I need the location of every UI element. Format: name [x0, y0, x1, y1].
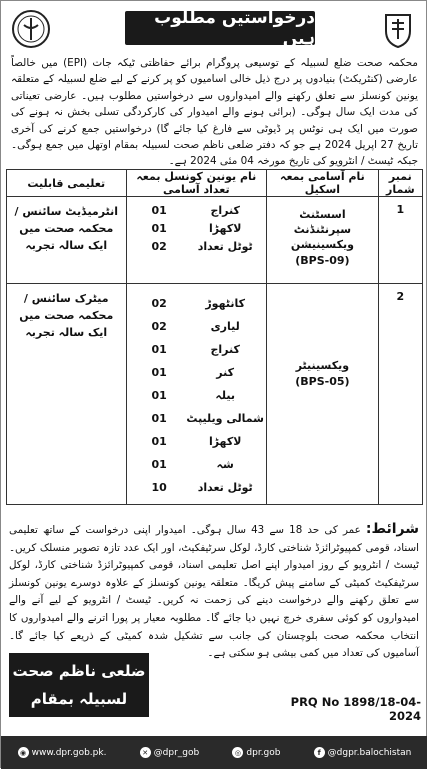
union-council-line — [127, 201, 267, 219]
union-council-line — [127, 476, 267, 499]
post-scale: (BPS-05) — [295, 375, 350, 388]
uc-name: کنر — [216, 366, 235, 379]
globe-icon: ◉ — [18, 747, 29, 758]
twitter-icon: ✕ — [140, 747, 151, 758]
uc-count: 01 — [151, 435, 167, 448]
header-union-council: نام یونین کونسل بمعہ تعداد آسامی — [126, 170, 267, 197]
post-name: ویکسینیٹر — [295, 359, 350, 372]
uc-count: 02 — [151, 320, 167, 333]
uc-name: شمالی ویلیپٹ — [186, 412, 264, 425]
uc-count: 01 — [151, 203, 167, 217]
intro-text: محکمہ صحت ضلع لسبیلہ کے توسیعی پروگرام برائے حفاظتی ٹیکہ جات (EPI) میں خالصاً عارضی (کنٹریکٹ) بنیادوں پر درج ذیل خالی اسامیوں کو پر کرنے کے لیے ضلع لسبیلہ کے متعلقہ یونین کونسلز سے تعلق رکھنے والے امیدواروں سے درخواستیں مطلوب ہیں۔ عارضی تعیناتی کی مدت ایک سال ہوگی۔ (برائی ہونے والے امیدوار کی کارکردگی تسلی بخش نہ ہونے کی صورت میں ایک ہی نوٹس پر ڈیوٹی سے فارغ کیا جائے گا) درخواستیں جمع کرنے کی آخری تاریخ 27 اپریل 2024 ہے جو کہ دفتر ضلعی ناظم صحت لسبیلہ بمقام اوتھل میں جمع ہوگی۔ جبکہ ٹیسٹ / انٹرویو کی تاریخ مورخہ 04 مئی 2024 ہے۔ — [11, 57, 418, 168]
uc-name: کانٹھوڑ — [205, 297, 245, 310]
social-twitter[interactable] — [140, 747, 200, 758]
uc-name: ٹوٹل تعداد — [197, 481, 253, 494]
union-council-cell — [126, 197, 267, 284]
conditions-section — [9, 521, 419, 660]
serial-number: 2 — [378, 284, 422, 505]
social-facebook[interactable] — [314, 747, 412, 758]
health-department-logo-icon — [11, 9, 51, 49]
uc-count: 01 — [151, 366, 167, 379]
social-bar — [1, 736, 427, 769]
union-council-line — [127, 219, 267, 237]
union-council-line — [127, 315, 267, 338]
table-row — [7, 197, 423, 284]
vacancies-table — [6, 169, 423, 505]
conditions-text: عمر کی حد 18 سے 43 سال ہوگی۔ امیدوار اپنی درخواست کے ساتھ تعلیمی اسناد، قومی کمپیوٹرائزڈ شناختی کارڈ، لوکل سرٹیفکیٹ، اور ایک عدد تازہ تصویر منسلک کریں۔ ٹیسٹ / انٹرویو کے روز امیدوار اپنے اصل تعلیمی اسناد، قومی کمپیوٹرائزڈ شناختی کارڈ، لوکل سرٹیفکیٹ کمیٹی کے سامنے پیش کریگا۔ متعلقہ یونین کونسلز کے علاوہ دوسرے یونین کونسلز سے تعلق رکھنے والے درخواست دینے کی زحمت نہ کریں۔ ٹیسٹ / انٹرویو کے لیے آنے والے امیدواروں کو کوئی سفری خرچ نہیں دیا جائے گا۔ مطلوبہ معیار پر پورا اترنے والے امیدواروں کا انتخاب محکمہ صحت بلوچستان کی جانب سے تشکیل شدہ کمیٹی کے ذریعے کیا جائے گا۔ آسامیوں کی تعداد میں کمی بیشی ہو سکتی ہے۔ — [9, 524, 419, 660]
page-title: درخواستیں مطلوب ہیں — [125, 11, 315, 45]
prq-number: PRQ No 1898/18-04-2024 — [290, 695, 421, 723]
union-council-line — [127, 407, 267, 430]
uc-count: 01 — [151, 343, 167, 356]
social-website[interactable] — [18, 747, 107, 758]
uc-count: 01 — [151, 221, 167, 235]
post-scale: (BPS-09) — [295, 254, 350, 267]
conditions-paragraph — [9, 521, 419, 663]
issuing-office-box — [9, 653, 149, 736]
serial-number: 1 — [378, 197, 422, 284]
union-council-line — [127, 292, 267, 315]
table-header-row — [7, 170, 423, 197]
union-council-line — [127, 430, 267, 453]
uc-name: شہ — [216, 458, 234, 471]
social-twitter-text: @dpr_gob — [153, 747, 200, 758]
uc-count: 01 — [151, 389, 167, 402]
uc-count: 10 — [151, 481, 167, 494]
uc-name: لاکھڑا — [208, 221, 242, 235]
conditions-heading: شرائط: — [365, 521, 419, 537]
uc-name: کنراج — [210, 343, 240, 356]
qualification-cell: میٹرک سائنس / محکمہ صحت میں ایک سالہ تجربہ — [7, 284, 127, 505]
uc-name: لاکھڑا — [208, 435, 242, 448]
union-council-line — [127, 361, 267, 384]
union-council-line — [127, 237, 267, 255]
qualification-cell: انٹرمیڈیٹ سائنس / محکمہ صحت میں ایک سالہ تجربہ — [7, 197, 127, 284]
social-instagram[interactable] — [232, 747, 280, 758]
table-row — [7, 284, 423, 505]
header-post: نام آسامی بمعہ اسکیل — [267, 170, 378, 197]
uc-name: کنراج — [210, 203, 240, 217]
uc-count: 02 — [151, 297, 167, 310]
header-qualification: تعلیمی قابلیت — [7, 170, 127, 197]
intro-paragraph — [11, 55, 418, 167]
instagram-icon: ◎ — [232, 747, 243, 758]
union-council-cell — [126, 284, 267, 505]
union-council-line — [127, 453, 267, 476]
header-serial: نمبر شمار — [378, 170, 422, 197]
social-instagram-text: dpr.gob — [246, 747, 281, 758]
uc-count: 01 — [151, 458, 167, 471]
social-facebook-text: @dgpr.balochistan — [327, 747, 412, 758]
uc-name: بیلہ — [215, 389, 235, 402]
office-line-1: ضلعی ناظم صحت — [12, 662, 146, 680]
post-cell — [267, 284, 378, 505]
uc-name: ٹوٹل تعداد — [197, 239, 253, 253]
post-name: اسسٹنٹ سپرنٹنڈنٹ ویکسینیشن — [290, 208, 354, 251]
social-website-text: www.dpr.gob.pk. — [31, 747, 107, 758]
header — [7, 7, 422, 51]
uc-count: 01 — [151, 412, 167, 425]
office-line-2: لسبیلہ بمقام اوتھل — [30, 690, 128, 736]
union-council-line — [127, 384, 267, 407]
uc-name: لیاری — [210, 320, 240, 333]
union-council-line — [127, 338, 267, 361]
uc-count: 02 — [151, 239, 167, 253]
government-balochistan-logo-icon — [378, 9, 418, 49]
facebook-icon: f — [314, 747, 325, 758]
post-cell — [267, 197, 378, 284]
